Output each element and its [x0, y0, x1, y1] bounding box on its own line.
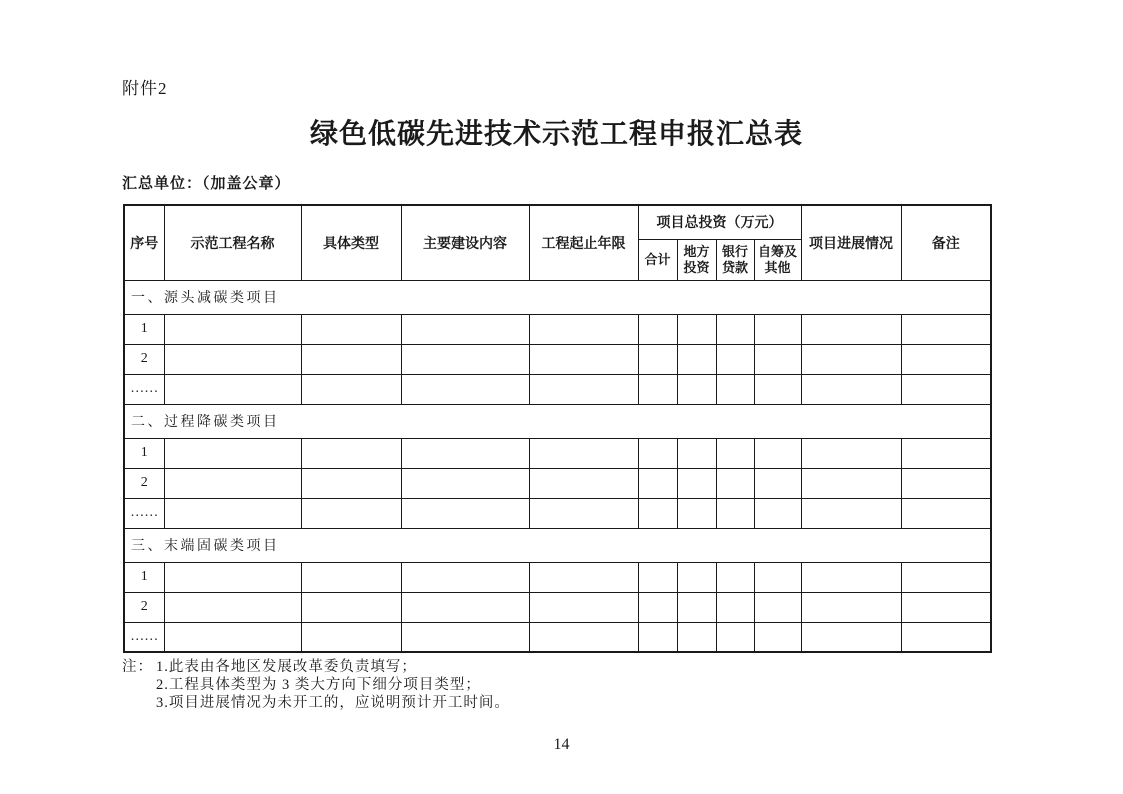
empty-cell	[901, 592, 991, 622]
empty-cell	[164, 498, 301, 528]
empty-cell	[754, 344, 801, 374]
empty-cell	[677, 592, 716, 622]
serial-cell: ……	[124, 498, 164, 528]
empty-cell	[638, 468, 677, 498]
empty-cell	[638, 498, 677, 528]
empty-cell	[901, 498, 991, 528]
header-investment-group: 项目总投资（万元）	[638, 205, 801, 239]
empty-cell	[677, 468, 716, 498]
empty-cell	[801, 468, 901, 498]
attachment-label: 附件2	[122, 79, 168, 98]
notes-block	[122, 658, 510, 712]
empty-cell	[716, 344, 754, 374]
note-item: 2.工程具体类型为 3 类大方向下细分项目类型；	[156, 677, 481, 693]
serial-cell: 2	[124, 592, 164, 622]
empty-cell	[301, 562, 401, 592]
section-title: 三、末端固碳类项目	[124, 528, 991, 562]
serial-cell: 1	[124, 314, 164, 344]
header-remarks: 备注	[901, 205, 991, 280]
empty-cell	[301, 344, 401, 374]
empty-cell	[716, 374, 754, 404]
empty-cell	[901, 468, 991, 498]
section-header-end-fixation	[124, 528, 991, 562]
empty-cell	[716, 592, 754, 622]
empty-cell	[529, 592, 638, 622]
empty-cell	[164, 374, 301, 404]
empty-cell	[901, 374, 991, 404]
empty-cell	[677, 498, 716, 528]
table-row	[124, 438, 991, 468]
table-row	[124, 468, 991, 498]
summary-unit-label: 汇总单位：（加盖公章）	[122, 176, 291, 192]
empty-cell	[638, 374, 677, 404]
empty-cell	[401, 314, 529, 344]
empty-cell	[677, 344, 716, 374]
empty-cell	[901, 562, 991, 592]
empty-cell	[529, 374, 638, 404]
table-row	[124, 314, 991, 344]
empty-cell	[638, 344, 677, 374]
serial-cell: ……	[124, 622, 164, 652]
serial-cell: 2	[124, 468, 164, 498]
table-row	[124, 592, 991, 622]
empty-cell	[754, 592, 801, 622]
table-row	[124, 562, 991, 592]
empty-cell	[164, 562, 301, 592]
empty-cell	[401, 468, 529, 498]
empty-cell	[638, 592, 677, 622]
empty-cell	[401, 592, 529, 622]
empty-cell	[901, 622, 991, 652]
empty-cell	[677, 562, 716, 592]
table-row	[124, 498, 991, 528]
empty-cell	[301, 438, 401, 468]
empty-cell	[716, 314, 754, 344]
empty-cell	[164, 344, 301, 374]
empty-cell	[901, 344, 991, 374]
empty-cell	[716, 622, 754, 652]
empty-cell	[164, 592, 301, 622]
summary-table	[123, 204, 992, 653]
empty-cell	[754, 562, 801, 592]
header-main-content: 主要建设内容	[401, 205, 529, 280]
empty-cell	[164, 438, 301, 468]
empty-cell	[638, 622, 677, 652]
empty-cell	[716, 468, 754, 498]
empty-cell	[638, 562, 677, 592]
serial-cell: 1	[124, 438, 164, 468]
notes-label: 注：	[122, 659, 153, 675]
empty-cell	[677, 314, 716, 344]
empty-cell	[529, 498, 638, 528]
note-item: 3.项目进展情况为未开工的，应说明预计开工时间。	[156, 695, 510, 711]
empty-cell	[754, 468, 801, 498]
empty-cell	[716, 438, 754, 468]
page-title: 绿色低碳先进技术示范工程申报汇总表	[309, 119, 803, 150]
table-row	[124, 374, 991, 404]
header-investment-bank: 银行贷款	[716, 239, 754, 280]
section-header-source-reduction	[124, 280, 991, 314]
note-item: 1.此表由各地区发展改革委负责填写；	[156, 659, 417, 675]
empty-cell	[801, 438, 901, 468]
serial-cell: 2	[124, 344, 164, 374]
empty-cell	[677, 438, 716, 468]
empty-cell	[801, 498, 901, 528]
empty-cell	[164, 468, 301, 498]
empty-cell	[529, 438, 638, 468]
empty-cell	[529, 314, 638, 344]
empty-cell	[754, 314, 801, 344]
empty-cell	[801, 314, 901, 344]
empty-cell	[677, 374, 716, 404]
table-row	[124, 622, 991, 652]
empty-cell	[801, 374, 901, 404]
empty-cell	[529, 468, 638, 498]
header-investment-local: 地方投资	[677, 239, 716, 280]
empty-cell	[716, 498, 754, 528]
empty-cell	[529, 562, 638, 592]
empty-cell	[401, 374, 529, 404]
empty-cell	[301, 314, 401, 344]
header-specific-type: 具体类型	[301, 205, 401, 280]
header-progress: 项目进展情况	[801, 205, 901, 280]
empty-cell	[901, 314, 991, 344]
empty-cell	[529, 622, 638, 652]
page-number: 14	[553, 736, 570, 753]
empty-cell	[901, 438, 991, 468]
empty-cell	[754, 498, 801, 528]
empty-cell	[301, 468, 401, 498]
empty-cell	[801, 344, 901, 374]
empty-cell	[401, 498, 529, 528]
empty-cell	[301, 592, 401, 622]
header-investment-total: 合计	[638, 239, 677, 280]
empty-cell	[401, 438, 529, 468]
empty-cell	[638, 314, 677, 344]
section-header-process-reduction	[124, 404, 991, 438]
empty-cell	[529, 344, 638, 374]
section-title: 一、源头减碳类项目	[124, 280, 991, 314]
table-row	[124, 344, 991, 374]
empty-cell	[677, 622, 716, 652]
empty-cell	[801, 622, 901, 652]
empty-cell	[401, 622, 529, 652]
serial-cell: 1	[124, 562, 164, 592]
empty-cell	[164, 622, 301, 652]
empty-cell	[754, 374, 801, 404]
empty-cell	[801, 592, 901, 622]
empty-cell	[301, 374, 401, 404]
section-title: 二、过程降碳类项目	[124, 404, 991, 438]
header-duration: 工程起止年限	[529, 205, 638, 280]
header-investment-self: 自筹及其他	[754, 239, 801, 280]
empty-cell	[164, 314, 301, 344]
header-project-name: 示范工程名称	[164, 205, 301, 280]
empty-cell	[716, 562, 754, 592]
header-serial: 序号	[124, 205, 164, 280]
serial-cell: ……	[124, 374, 164, 404]
header-row-main	[124, 205, 991, 239]
empty-cell	[754, 438, 801, 468]
empty-cell	[401, 344, 529, 374]
empty-cell	[638, 438, 677, 468]
empty-cell	[301, 622, 401, 652]
empty-cell	[801, 562, 901, 592]
empty-cell	[754, 622, 801, 652]
empty-cell	[301, 498, 401, 528]
empty-cell	[401, 562, 529, 592]
